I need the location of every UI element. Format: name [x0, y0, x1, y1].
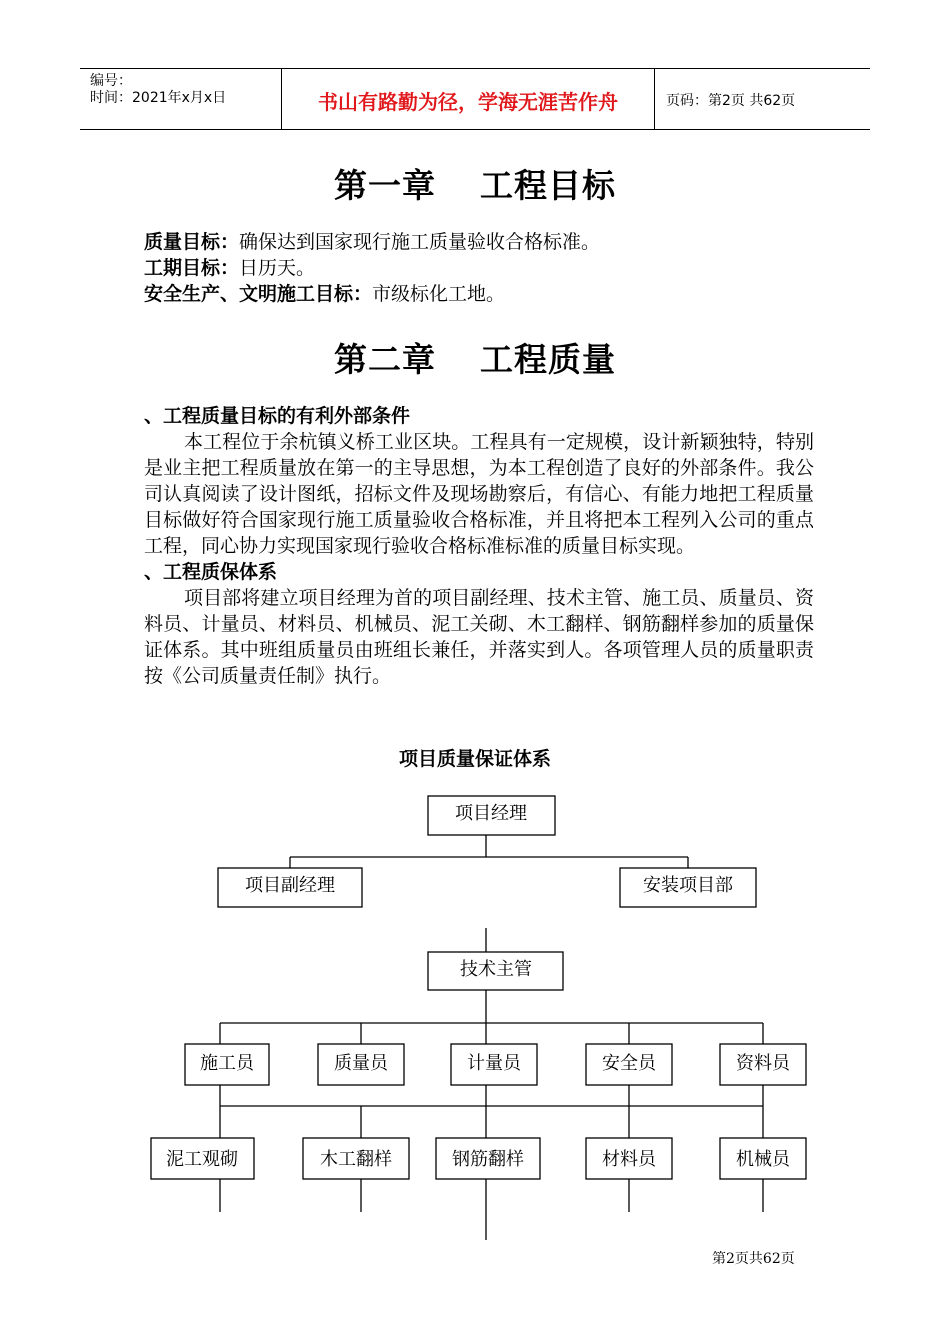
goal-label: 质量目标： — [144, 231, 240, 253]
label-manager: 项目经理 — [455, 803, 527, 824]
goal-text: 市级标化工地。 — [372, 283, 506, 305]
label-row1: 计量员 — [467, 1053, 521, 1074]
label-deputy: 项目副经理 — [245, 875, 335, 896]
label-row2: 钢筋翻样 — [452, 1149, 524, 1170]
label-row1: 资料员 — [736, 1053, 790, 1074]
label-row2: 材料员 — [602, 1149, 656, 1170]
header-page-info: 页码：第2页 共62页 — [666, 93, 796, 109]
page-footer: 第2页共62页 — [712, 1251, 795, 1267]
chapter2-name: 工程质量 — [480, 340, 616, 379]
number-label: 编号： — [90, 73, 132, 89]
label-row2: 机械员 — [736, 1149, 790, 1170]
label-install: 安装项目部 — [643, 875, 733, 896]
label-row2: 泥工观砌 — [166, 1149, 238, 1170]
header-motto: 书山有路勤为径，学海无涯苦作舟 — [318, 90, 618, 114]
goal-text: 确保达到国家现行施工质量验收合格标准。 — [239, 231, 601, 253]
section-paragraph: 项目部将建立项目经理为首的项目副经理、技术主管、施工员、质量员、资料员、计量员、材料员、机械员、泥工关砌、木工翻样、钢筋翻样参加的质量保证体系。其中班组质量员由班组长兼任，并落实到人。各项管理人员的质量职责按《公司质量责任制》执行。 — [144, 587, 814, 687]
label-row1: 安全员 — [602, 1053, 656, 1074]
label-row1: 施工员 — [200, 1053, 254, 1074]
goal-label: 安全生产、文明施工目标： — [144, 283, 373, 305]
chapter2-number: 第二章 — [334, 340, 436, 379]
chapter1-name: 工程目标 — [480, 166, 616, 205]
goal-text: 日历天。 — [239, 257, 316, 279]
section-heading: 、工程质保体系 — [144, 561, 278, 583]
goal-label: 工期目标： — [144, 257, 240, 279]
date-label: 时间：2021年x月x日 — [90, 90, 227, 106]
org-boxes — [151, 796, 806, 1179]
chapter1-number: 第一章 — [334, 166, 436, 205]
org-chart-title: 项目质量保证体系 — [398, 748, 551, 770]
label-tech: 技术主管 — [460, 959, 532, 980]
label-row1: 质量员 — [334, 1053, 388, 1074]
section-paragraph: 本工程位于余杭镇义桥工业区块。工程具有一定规模，设计新颖独特，特别是业主把工程质量放在第一的主导思想，为本工程创造了良好的外部条件。我公司认真阅读了设计图纸，招标文件及现场勘察后，有信心、有能力地把工程质量目标做好符合国家现行施工质量验收合格标准，并且将把本工程列入公司的重点工程，同心协力实现国家现行验收合格标准标准的质量目标实现。 — [144, 431, 814, 557]
section-heading: 、工程质量目标的有利外部条件 — [144, 405, 411, 427]
label-row2: 木工翻样 — [320, 1149, 392, 1170]
